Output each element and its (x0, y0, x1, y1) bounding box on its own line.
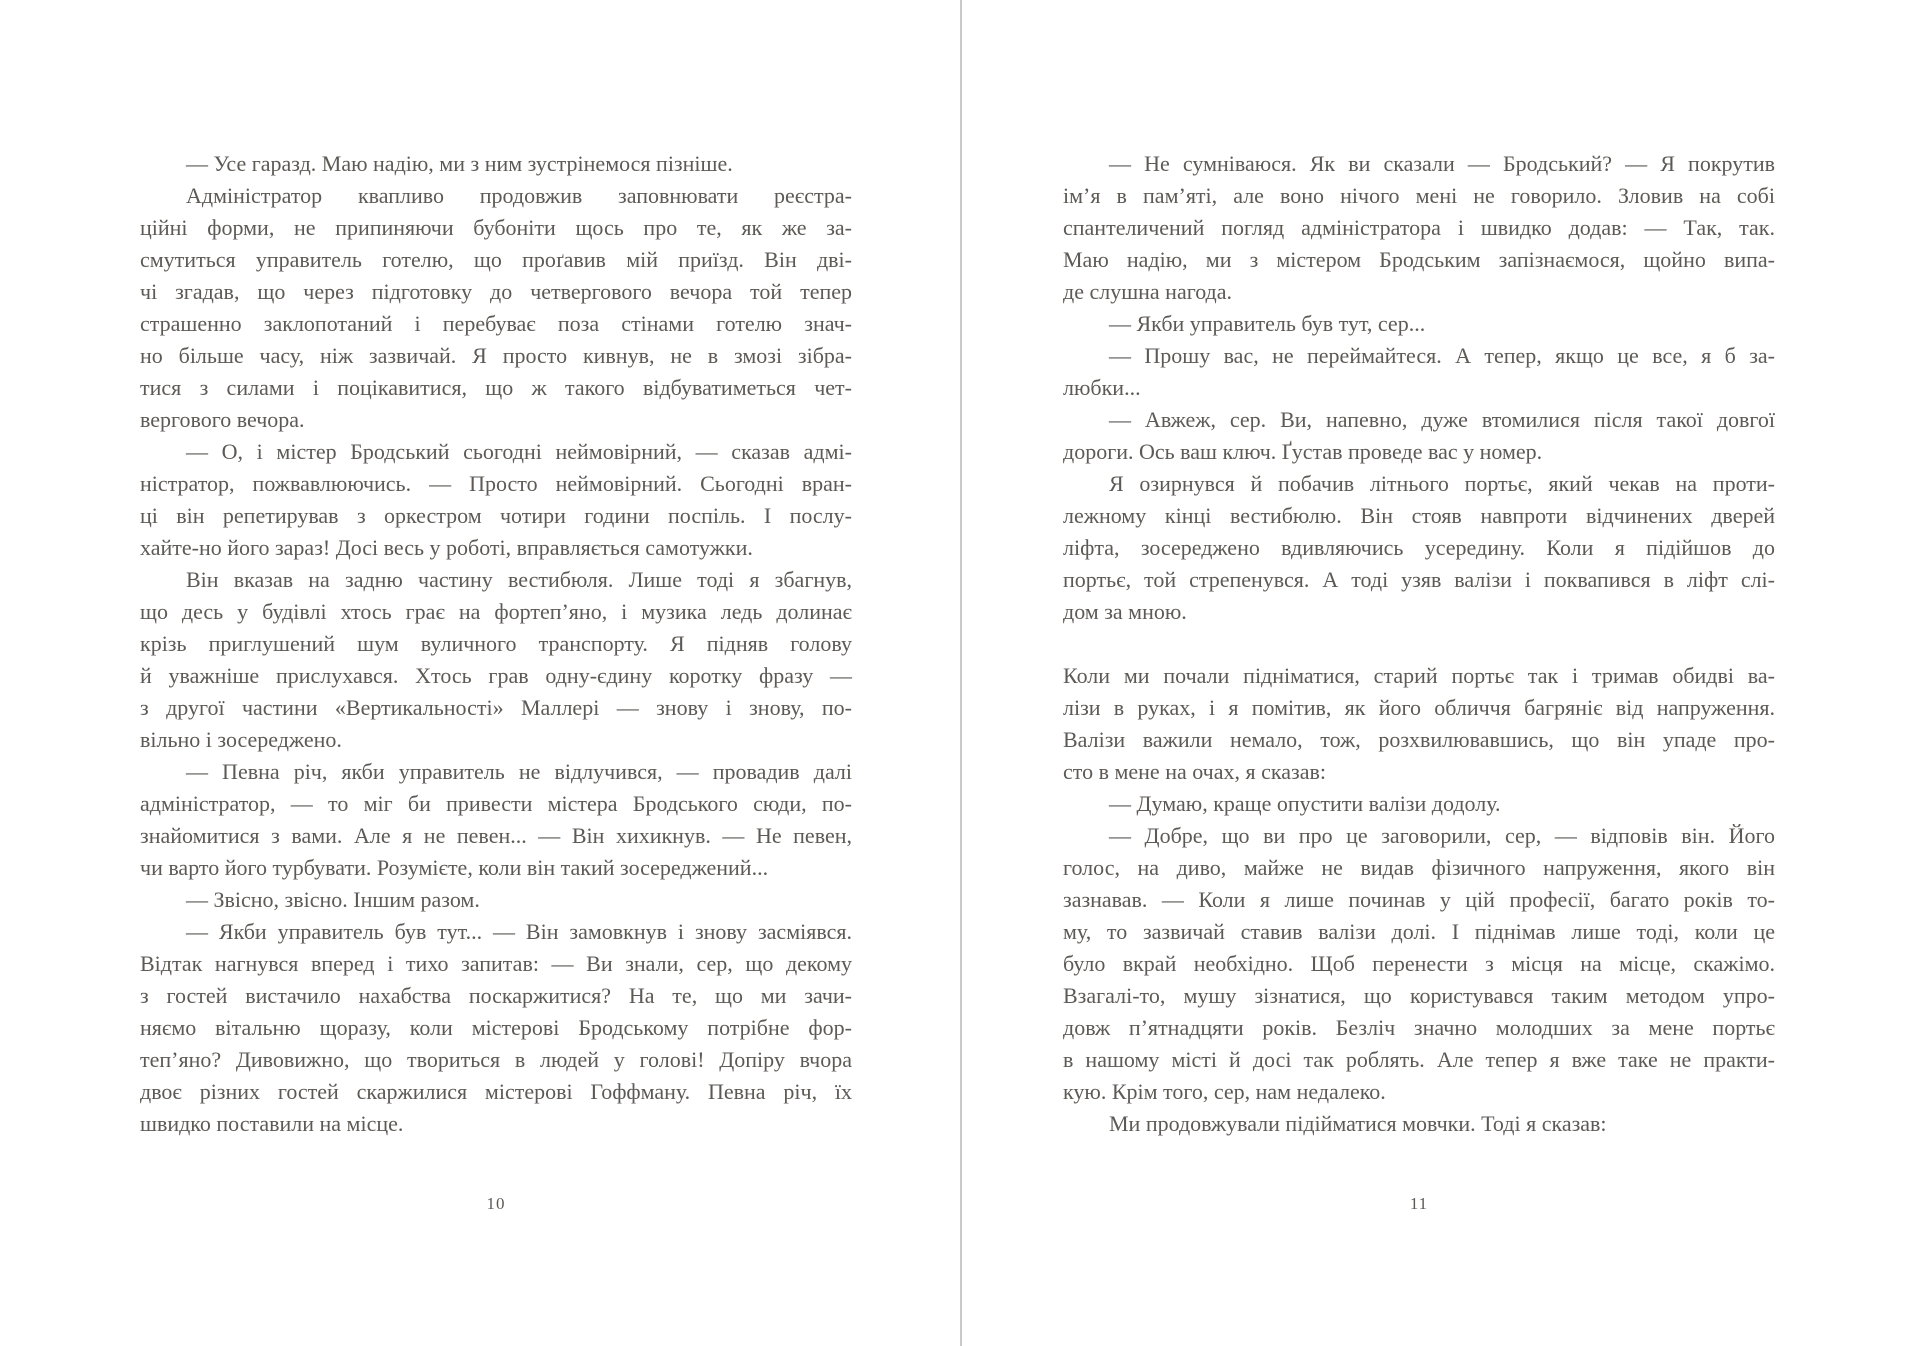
text-line: що десь у будівлі хтось грає на фортеп’яно, і музика ледь долинає (140, 599, 852, 624)
text-line: Взагалі-то, мушу зізнатися, що користувався таким методом упро- (1063, 983, 1775, 1008)
paragraph (140, 884, 852, 916)
text-line: — Якби управитель був тут, сер... (1109, 311, 1426, 336)
text-line: чі згадав, що через підготовку до четвергового вечора той тепер (140, 279, 852, 304)
text-line: — О, і містер Бродський сьогодні неймовірний, — сказав адмі- (186, 439, 852, 464)
text-line: — Певна річ, якби управитель не відлучився, — провадив далі (186, 759, 852, 784)
text-line: й уважніше прислухався. Хтось грав одну-єдину коротку фразу — (140, 663, 852, 688)
text-line: вергового вечора. (140, 407, 305, 432)
text-line: — Звісно, звісно. Іншим разом. (186, 887, 480, 912)
paragraph (140, 436, 852, 564)
text-line: хайте-но його зараз! Досі весь у роботі, вправляється самотужки. (140, 535, 753, 560)
text-line: довж п’ятнадцяти років. Безліч значно молодших за мене портьє (1063, 1015, 1775, 1040)
text-line: лежному кінці вестибюлю. Він стояв навпроти відчинених дверей (1063, 503, 1775, 528)
text-line: смутиться управитель готелю, що проґавив мій приїзд. Він дві- (140, 247, 852, 272)
text-line: Ми продовжували підійматися мовчки. Тоді я сказав: (1109, 1111, 1607, 1136)
text-line: — Авжеж, сер. Ви, напевно, дуже втомилися після такої довгої (1109, 407, 1775, 432)
text-line: двоє різних гостей скаржилися містерові Гоффману. Певна річ, їх (140, 1079, 852, 1104)
text-line: крізь приглушений шум вуличного транспорту. Я підняв голову (140, 631, 852, 656)
paragraph (1063, 340, 1775, 404)
text-line: — Не сумніваюся. Як ви сказали — Бродський? — Я покрутив (1109, 151, 1775, 176)
text-line: страшенно заклопотаний і перебуває поза стінами готелю знач- (140, 311, 852, 336)
text-line: голос, на диво, майже не видав фізичного напруження, якого він (1063, 855, 1775, 880)
text-line: дом за мною. (1063, 599, 1187, 624)
text-line: лізи в руках, і я помітив, як його обличчя багряніє від напруження. (1063, 695, 1775, 720)
text-line: Відтак нагнувся вперед і тихо запитав: — Ви знали, сер, що декому (140, 951, 852, 976)
text-line: но більше часу, ніж зазвичай. Я просто кивнув, не в змозі зібра- (140, 343, 852, 368)
text-line: няємо вітальню щоразу, коли містерові Бродському потрібне фор- (140, 1015, 852, 1040)
text-line: Він вказав на задню частину вестибюля. Лише тоді я збагнув, (186, 567, 852, 592)
text-line: — Усе гаразд. Маю надію, ми з ним зустрінемося пізніше. (186, 151, 733, 176)
text-line: — Добре, що ви про це заговорили, сер, — відповів він. Його (1109, 823, 1775, 848)
text-line: спантеличений погляд адміністратора і швидко додав: — Так, так. (1063, 215, 1775, 240)
text-line: — Думаю, краще опустити валізи додолу. (1109, 791, 1501, 816)
text-line: дороги. Ось ваш ключ. Ґустав проведе вас у номер. (1063, 439, 1543, 464)
text-line: Коли ми почали підніматися, старий портьє так і тримав обидві ва- (1063, 663, 1775, 688)
paragraph (140, 180, 852, 436)
paragraph (1063, 1108, 1775, 1140)
paragraph (1063, 148, 1775, 308)
text-line: портьє, той стрепенувся. А тоді узяв валізи і поквапився в ліфт слі- (1063, 567, 1775, 592)
text-line: ційні форми, не припиняючи бубоніти щось про те, як же за- (140, 215, 852, 240)
text-line: з другої частини «Вертикальності» Маллері — знову і знову, по- (140, 695, 852, 720)
text-line: тися з силами і поцікавитися, що ж такого відбуватиметься чет- (140, 375, 852, 400)
text-line: кую. Крім того, сер, нам недалеко. (1063, 1079, 1386, 1104)
text-line: — Прошу вас, не переймайтеся. А тепер, якщо це все, я б за- (1109, 343, 1775, 368)
page-number: 11 (1409, 1194, 1429, 1213)
section-break (1063, 628, 1775, 660)
text-line: Адміністратор квапливо продовжив заповнювати реєстра- (186, 183, 852, 208)
paragraph (1063, 308, 1775, 340)
text-line: ім’я в пам’яті, але воно нічого мені не говорило. Зловив на собі (1063, 183, 1775, 208)
page-left (140, 148, 852, 1213)
text-line: любки... (1063, 375, 1141, 400)
text-line: Маю надію, ми з містером Бродським запізнаємося, щойно випа- (1063, 247, 1775, 272)
text-line: — Якби управитель був тут... — Він замовкнув і знову засміявся. (186, 919, 852, 944)
paragraph (140, 916, 852, 1140)
paragraph (140, 564, 852, 756)
paragraph (140, 148, 852, 180)
text-line: вільно і зосереджено. (140, 727, 342, 752)
text-line: чи варто його турбувати. Розумієте, коли він такий зосереджений... (140, 855, 769, 880)
text-line: адміністратор, — то міг би привести містера Бродського сюди, по- (140, 791, 852, 816)
text-line: му, то зазвичай ставив валізи долі. І піднімав лише тоді, коли це (1063, 919, 1775, 944)
text-line: теп’яно? Дивовижно, що твориться в людей у голові! Допіру вчора (140, 1047, 852, 1072)
page-number: 10 (486, 1194, 506, 1213)
text-line: Валізи важили немало, тож, розхвилювавшись, що він упаде про- (1063, 727, 1775, 752)
paragraph (1063, 404, 1775, 468)
text-line: швидко поставили на місце. (140, 1111, 404, 1136)
text-line: ністратор, пожвавлюючись. — Просто неймовірний. Сьогодні вран- (140, 471, 852, 496)
text-line: Я озирнувся й побачив літнього портьє, який чекав на проти- (1109, 471, 1775, 496)
text-line: знайомитися з вами. Але я не певен... — Він хихикнув. — Не певен, (140, 823, 852, 848)
text-line: з гостей вистачило нахабства поскаржитися? На те, що ми зачи- (140, 983, 852, 1008)
paragraph (1063, 820, 1775, 1108)
paragraph (1063, 468, 1775, 628)
text-line: було вкрай необхідно. Щоб перенести з місця на місце, скажімо. (1063, 951, 1775, 976)
paragraph (1063, 788, 1775, 820)
text-line: ці він репетирував з оркестром чотири години поспіль. І послу- (140, 503, 852, 528)
text-line: де слушна нагода. (1063, 279, 1233, 304)
paragraph (140, 756, 852, 884)
page-divider (960, 0, 962, 1346)
text-line: ліфта, зосереджено вдивляючись усередину. Коли я підійшов до (1063, 535, 1775, 560)
page-right (1063, 148, 1775, 1213)
text-line: сто в мене на очах, я сказав: (1063, 759, 1326, 784)
paragraph (1063, 660, 1775, 788)
text-line: зазнавав. — Коли я лише починав у цій професії, багато років то- (1063, 887, 1775, 912)
text-line: в нашому місті й досі так роблять. Але тепер я вже таке не практи- (1063, 1047, 1775, 1072)
